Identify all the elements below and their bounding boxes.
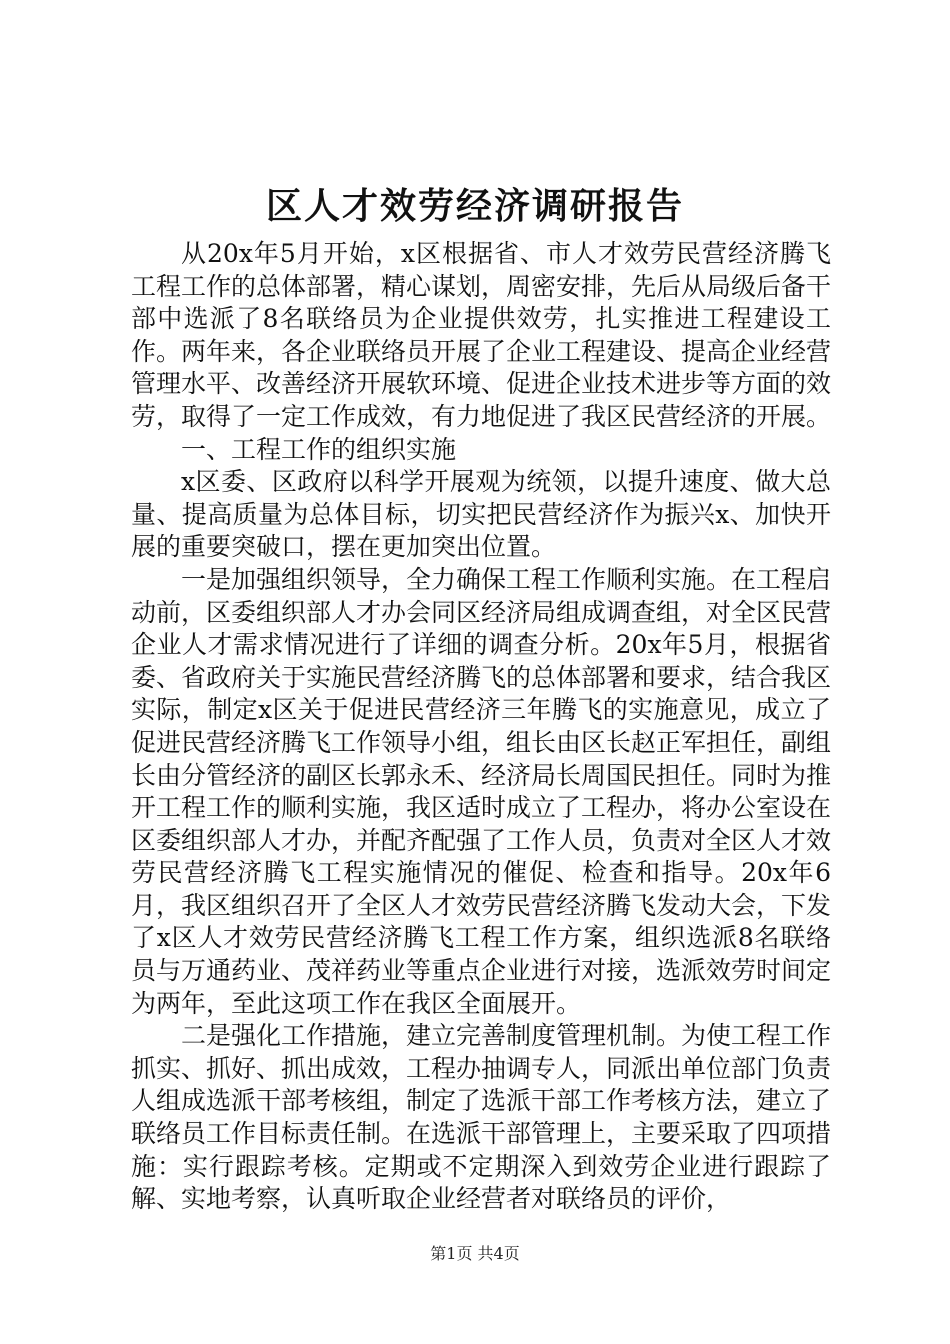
section-heading: 一、工程工作的组织实施 (181, 434, 457, 464)
paragraph-leadership: 一是加强组织领导，全力确保工程工作顺利实施。在工程启动前，区委组织部人才办会同区经济局组成调查组，对全区民营企业人才需求情况进行了详细的调查分析。20x年5月，根据省委、省政府关于实施民营经济腾飞的总体部署和要求，结合我区实际，制定x区关于促进民营经济三年腾飞的实施意见，成立了促进民营经济腾飞工作领导小组，组长由区长赵正军担任，副组长由分管经济的副区长郭永禾、经济局长周国民担任。同时为推开工程工作的顺利实施，我区适时成立了工程办，将办公室设在区委组织部人才办，并配齐配强了工作人员，负责对全区人才效劳民营经济腾飞工程实施情况的催促、检查和指导。20x年6月，我区组织召开了全区人才效劳民营经济腾飞发动大会，下发了x区人才效劳民营经济腾飞工程工作方案，组织选派8名联络员与万通药业、茂祥药业等重点企业进行对接，选派效劳时间定为两年，至此这项工作在我区全面展开。 (131, 564, 832, 1018)
page-number-footer: 第1页 共4页 (430, 1244, 520, 1263)
document-body (131, 238, 831, 1216)
paragraph-intro: 从20x年5月开始，x区根据省、市人才效劳民营经济腾飞工程工作的总体部署，精心谋划，周密安排，先后从局级后备干部中选派了8名联络员为企业提供效劳，扎实推进工程建设工作。两年来，各企业联络员开展了企业工程建设、提高企业经营管理水平、改善经济开展软环境、促进企业技术进步等方面的效劳，取得了一定工作成效，有力地促进了我区民营经济的开展。 (131, 239, 832, 431)
paragraph-overview: x区委、区政府以科学开展观为统领，以提升速度、做大总量、提高质量为总体目标，切实把民营经济作为振兴x、加快开展的重要突破口，摆在更加突出位置。 (131, 467, 831, 562)
document-title: 区人才效劳经济调研报告 (265, 185, 684, 227)
paragraph-measures: 二是强化工作措施，建立完善制度管理机制。为使工程工作抓实、抓好、抓出成效，工程办抽调专人，同派出单位部门负责人组成选派干部考核组，制定了选派干部工作考核方法，建立了联络员工作目标责任制。在选派干部管理上，主要采取了四项措施：实行跟踪考核。定期或不定期深入到效劳企业进行跟踪了解、实地考察，认真听取企业经营者对联络员的评价， (131, 1021, 832, 1214)
